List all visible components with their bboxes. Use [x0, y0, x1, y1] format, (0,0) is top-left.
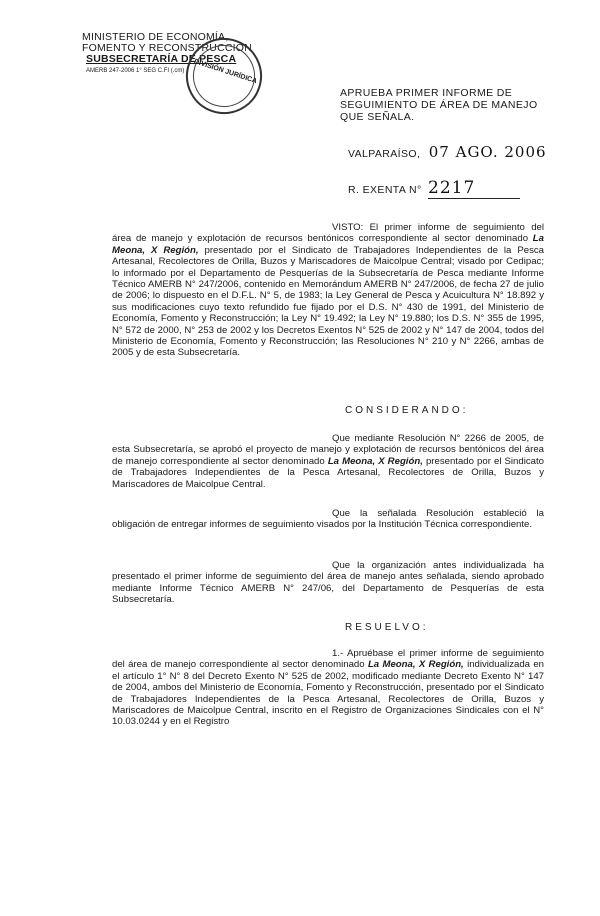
header-reference: AMERB 247-2006 1° SEG C.FI (.cm) [86, 68, 185, 74]
considerando-1-text-b: presentado por el Sindicato de Trabajadores Independientes de la Pesca Artesanal, Recolectores de Orilla, Buzos y Mariscadores de Maicolpue Central. [112, 455, 544, 490]
header-line-2: FOMENTO Y RECONSTRUCCIÓN [82, 42, 252, 54]
visto-text-2: presentado por el Sindicato de Trabajadores Independientes de la Pesca Artesanal, Recolectores de Orilla, Buzos y Mariscadores de Maicolpue Central; visado por Cedipac; lo informado por el Departamento de Pesquerías de la Subsecretaría de Pesca mediante Informe Técnico AMERB N° 247/2006, contenido en Memorándum AMERB N° 247/2006, de fecha 27 de julio de 2006; lo dispuesto en el D.F.L. N° 5, de 1983; la Ley General de Pesca y Acuicultura N° 18.892 y sus modificaciones cuyo texto refundido fue fijado por el D.S. N° 430 de 1991, del Ministerio de Economía, Fomento y Reconstrucción; la Ley N° 19.492; la Ley N° 19.880; los D.S. N° 355 de 1995, N° 572 de 2000, N° 253 de 2002 y los Decretos Exentos N° 525 de 2002 y N° 147 de 2004, todos del Ministerio de Economía, Fomento y Reconstrucción; las Resoluciones N° 210 y N° 2266, ambas de 2005 y de esta Subsecretaría. [112, 244, 544, 359]
header-line-1: MINISTERIO DE ECONOMÍA, [82, 31, 229, 43]
resuelvo-heading: RESUELVO: [345, 622, 429, 633]
resolution-label: R. EXENTA N° [348, 184, 422, 196]
considerando-1 [112, 433, 544, 490]
considerando-heading: CONSIDERANDO: [345, 405, 469, 416]
visto-paragraph [112, 222, 544, 359]
title-line-3: QUE SEÑALA. [340, 111, 415, 123]
resuelvo-1-text-b: individualizada en el artículo 1° N° 8 del Decreto Exento N° 525 de 2002, modificado mediante Decreto Exento N° 147 de 2004, ambos del Ministerio de Economía, Fomento y Reconstrucción, presentado por el Sindicato de Trabajadores Independientes de la Pesca Artesanal, Recolectores de Orilla, Buzos y Mariscadores de Maicolpue Central, inscrito en el Registro de Organizaciones Sindicales con el N° 10.03.0244 y en el Registro [112, 659, 544, 728]
visto-place-name: La Meona, X Región, [112, 233, 544, 256]
place-label: VALPARAÍSO, [348, 148, 421, 160]
title-line-1: APRUEBA PRIMER INFORME DE [340, 87, 513, 99]
resolution-number: 2217 [428, 178, 520, 199]
header-line-3: SUBSECRETARÍA DE PESCA [86, 53, 237, 65]
visto-text-1: VISTO: El primer informe de seguimiento del área de manejo y explotación de recursos bentónicos correspondiente al sector denominado [112, 222, 544, 245]
considerando-2: Que la señalada Resolución estableció la obligación de entregar informes de seguimiento visados por la Institución Técnica correspondiente. [112, 508, 544, 531]
considerando-3: Que la organización antes individualizada ha presentado el primer informe de seguimiento del área de manejo antes señalada, siendo aprobado mediante Informe Técnico AMERB N° 247/06, del Departamento de Pesquerías de esta Subsecretaría. [112, 560, 544, 606]
resuelvo-1-place: La Meona, X Región, [367, 659, 464, 671]
title-line-2: SEGUIMIENTO DE ÁREA DE MANEJO [340, 99, 538, 111]
document-title [340, 87, 538, 123]
date-stamp: 07 AGO. 2006 [428, 143, 547, 161]
considerando-1-text-a: Que mediante Resolución N° 2266 de 2005, de esta Subsecretaría, se aprobó el proyecto de manejo y explotación de recursos bentónicos del área de manejo correspondiente al sector denominado [112, 433, 544, 467]
resolution-number-line [348, 178, 548, 199]
stamp-text: DIVISIÓN JURÍDICA [193, 58, 258, 86]
place-date [348, 143, 548, 162]
considerando-1-place: La Meona, X Región, [327, 455, 423, 467]
resuelvo-1-text-a: 1.- Apruébase el primer informe de seguimiento del área de manejo correspondiente al sector denominado [112, 648, 544, 671]
resuelvo-1 [112, 648, 544, 728]
